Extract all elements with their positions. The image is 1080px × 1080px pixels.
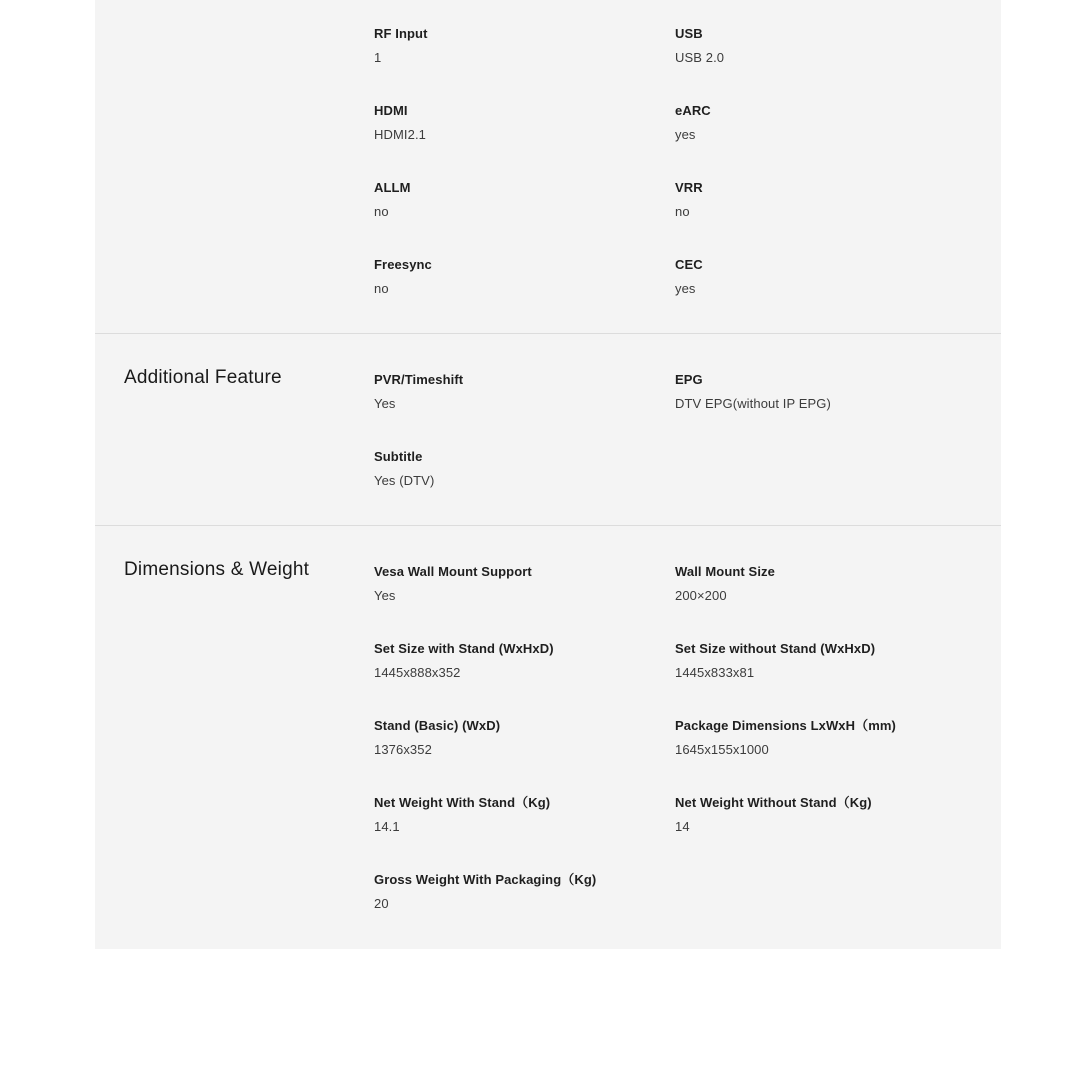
section-title: Dimensions & Weight <box>124 559 310 580</box>
spec-label: ALLM <box>374 180 411 195</box>
spec-label: Freesync <box>374 257 432 272</box>
connectivity-section <box>95 0 1001 334</box>
spec-value: DTV EPG(without IP EPG) <box>675 396 831 411</box>
spec-value: yes <box>675 281 696 296</box>
spec-epg <box>675 372 965 412</box>
spec-value: no <box>374 204 389 219</box>
spec-allm <box>374 180 664 220</box>
spec-freesync <box>374 257 664 297</box>
spec-pvr-timeshift <box>374 372 664 412</box>
spec-value: 1645x155x1000 <box>675 742 769 757</box>
spec-stand-basic <box>374 718 664 758</box>
spec-rf-input <box>374 26 664 66</box>
spec-vrr <box>675 180 965 220</box>
spec-label: PVR/Timeshift <box>374 372 464 387</box>
spec-usb <box>675 26 965 66</box>
spec-cec <box>675 257 965 297</box>
spec-value: HDMI2.1 <box>374 127 426 142</box>
spec-value: 14.1 <box>374 819 400 834</box>
spec-label: Net Weight With Stand（Kg) <box>374 795 551 810</box>
spec-value: 14 <box>675 819 690 834</box>
spec-value: Yes (DTV) <box>374 473 435 488</box>
spec-label: USB <box>675 26 703 41</box>
spec-value: 1445x833x81 <box>675 665 755 680</box>
spec-package-dimensions <box>675 718 965 758</box>
spec-label: VRR <box>675 180 703 195</box>
specs-panel <box>95 0 1001 949</box>
spec-label: Stand (Basic) (WxD) <box>374 718 501 733</box>
spec-set-size-with-stand <box>374 641 664 681</box>
spec-wall-mount-size <box>675 564 965 604</box>
spec-set-size-without-stand <box>675 641 965 681</box>
additional-feature-section <box>95 334 1001 525</box>
spec-value: no <box>374 281 389 296</box>
spec-label: EPG <box>675 372 703 387</box>
spec-label: Set Size without Stand (WxHxD) <box>675 641 876 656</box>
spec-earc <box>675 103 965 143</box>
spec-value: 1445x888x352 <box>374 665 461 680</box>
spec-hdmi <box>374 103 664 143</box>
spec-value: no <box>675 204 690 219</box>
spec-label: Gross Weight With Packaging（Kg) <box>374 872 597 887</box>
spec-label: Set Size with Stand (WxHxD) <box>374 641 554 656</box>
spec-label: eARC <box>675 103 711 118</box>
spec-value: 20 <box>374 896 389 911</box>
spec-value: USB 2.0 <box>675 50 725 65</box>
spec-value: Yes <box>374 396 396 411</box>
spec-label: Package Dimensions LxWxH（mm) <box>675 718 896 733</box>
spec-net-weight-with-stand <box>374 795 664 835</box>
spec-label: CEC <box>675 257 703 272</box>
spec-label: Wall Mount Size <box>675 564 775 579</box>
spec-value: 1 <box>374 50 382 65</box>
spec-value: 1376x352 <box>374 742 432 757</box>
spec-value: Yes <box>374 588 396 603</box>
spec-value: yes <box>675 127 696 142</box>
dimensions-weight-section <box>95 526 1001 949</box>
section-title: Additional Feature <box>124 367 282 388</box>
spec-label: Subtitle <box>374 449 423 464</box>
spec-label: RF Input <box>374 26 428 41</box>
spec-gross-weight <box>374 872 664 912</box>
spec-subtitle <box>374 449 664 489</box>
spec-value: 200×200 <box>675 588 727 603</box>
spec-label: HDMI <box>374 103 408 118</box>
spec-label: Vesa Wall Mount Support <box>374 564 532 579</box>
spec-label: Net Weight Without Stand（Kg) <box>675 795 872 810</box>
spec-vesa-wall-mount <box>374 564 664 604</box>
spec-net-weight-without-stand <box>675 795 965 835</box>
